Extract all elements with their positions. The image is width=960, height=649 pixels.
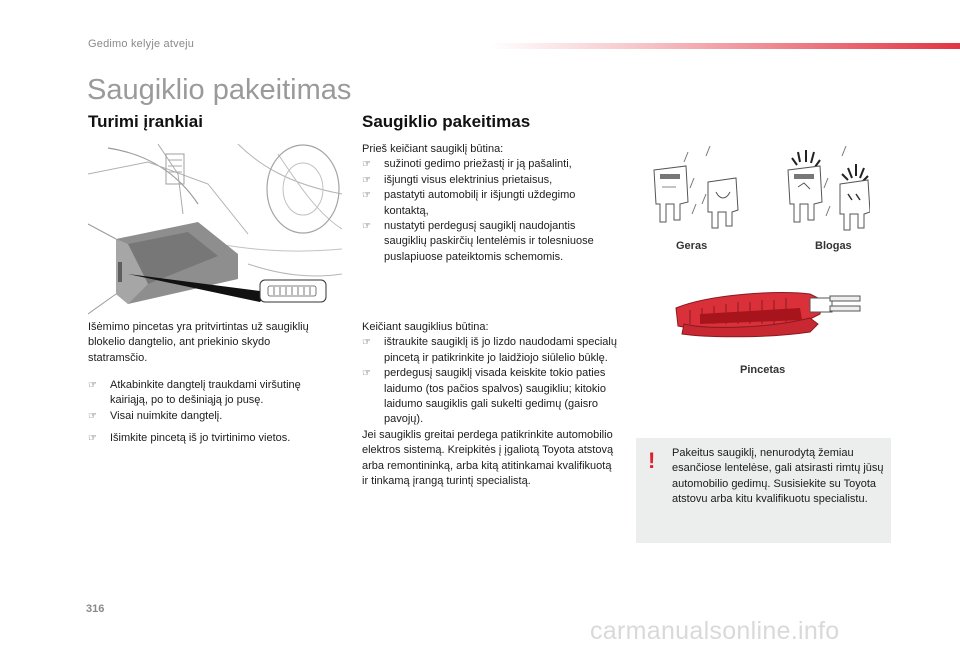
list-item: ☞ Išimkite pincetą iš jo tvirtinimo vietos. [88,431,328,446]
fuse-comparison-illustration [640,142,870,237]
list-item: ☞ Visai nuimkite dangtelį. [88,409,328,424]
bad-fuse-label: Blogas [815,240,852,252]
during-replacement-block [362,320,618,489]
dashboard-illustration [88,144,342,319]
list-item: ☞ perdegusį saugiklį visada keiskite tokio paties laidumo (tos pačios spalvos) saugikliu; kitokio laidumo saugiklis gali sukelti gedimų (gaisro pavojų). [362,366,618,428]
before-checklist [362,157,620,265]
change-intro: Keičiant saugiklius būtina: [362,321,489,333]
change-checklist [362,335,618,427]
page-title: Saugiklio pakeitimas [87,74,352,106]
list-item: ☞ sužinoti gedimo priežastį ir ją pašalinti, [362,157,620,172]
bad-fuse-drawing [788,146,870,230]
closing-text: Jei saugiklis greitai perdega patikrinkite automobilio elektros sistemą. Kreipkitės į įgaliotą Toyota atstovą arba remontininką, arba kitą atitinkamai kvalifikuotą ir tinkamą įrangą turintį specialistą. [362,428,614,488]
list-item: ☞ pastatyti automobilį ir išjungti uždegimo kontaktą, [362,188,620,219]
good-fuse-drawing [654,146,738,228]
list-item: ☞ ištraukite saugiklį iš jo lizdo naudodami specialų pincetą ir patikrinkite jo laidžiojo siūlelio būklę. [362,335,618,366]
header-accent-bar [490,43,960,49]
cover-removal-steps [88,378,328,424]
warning-text: Pakeitus saugiklį, nenurodytą žemiau esančiose lentelėse, gali atsirasti rimtų jūsų automobilio gedimų. Susisiekite su Toyota atstovu arba kitu kvalifikuotu specialistu. [672,447,884,506]
replacement-heading: Saugiklio pakeitimas [362,112,531,131]
tweezers-removal-steps [88,431,328,446]
tools-heading: Turimi įrankiai [88,112,203,131]
list-item: ☞ nustatyti perdegusį saugiklį naudojantis saugiklių paskirčių lentelėmis ir tolesniuose puslapiuose pateiktomis schemomis. [362,219,620,265]
warning-box [636,438,891,543]
tweezers-label: Pincetas [740,364,786,376]
good-fuse-label: Geras [676,240,708,252]
tools-intro-text: Išėmimo pincetas yra pritvirtintas už saugiklių blokelio dangtelio, ant priekinio skydo statramsčio. [88,321,309,364]
before-replacement-block [362,142,620,265]
before-intro: Prieš keičiant saugiklį būtina: [362,143,504,155]
watermark: carmanualsonline.info [590,617,840,645]
page-number: 316 [86,603,105,615]
list-item: ☞ Atkabinkite dangtelį traukdami viršutinę kairiąją, po to dešiniąją jo pusę. [88,378,328,409]
list-item: ☞ išjungti visus elektrinius prietaisus, [362,173,620,188]
section-header: Gedimo kelyje atveju [88,38,195,50]
exclamation-icon: ! [648,448,656,473]
tweezers-illustration [670,288,866,340]
